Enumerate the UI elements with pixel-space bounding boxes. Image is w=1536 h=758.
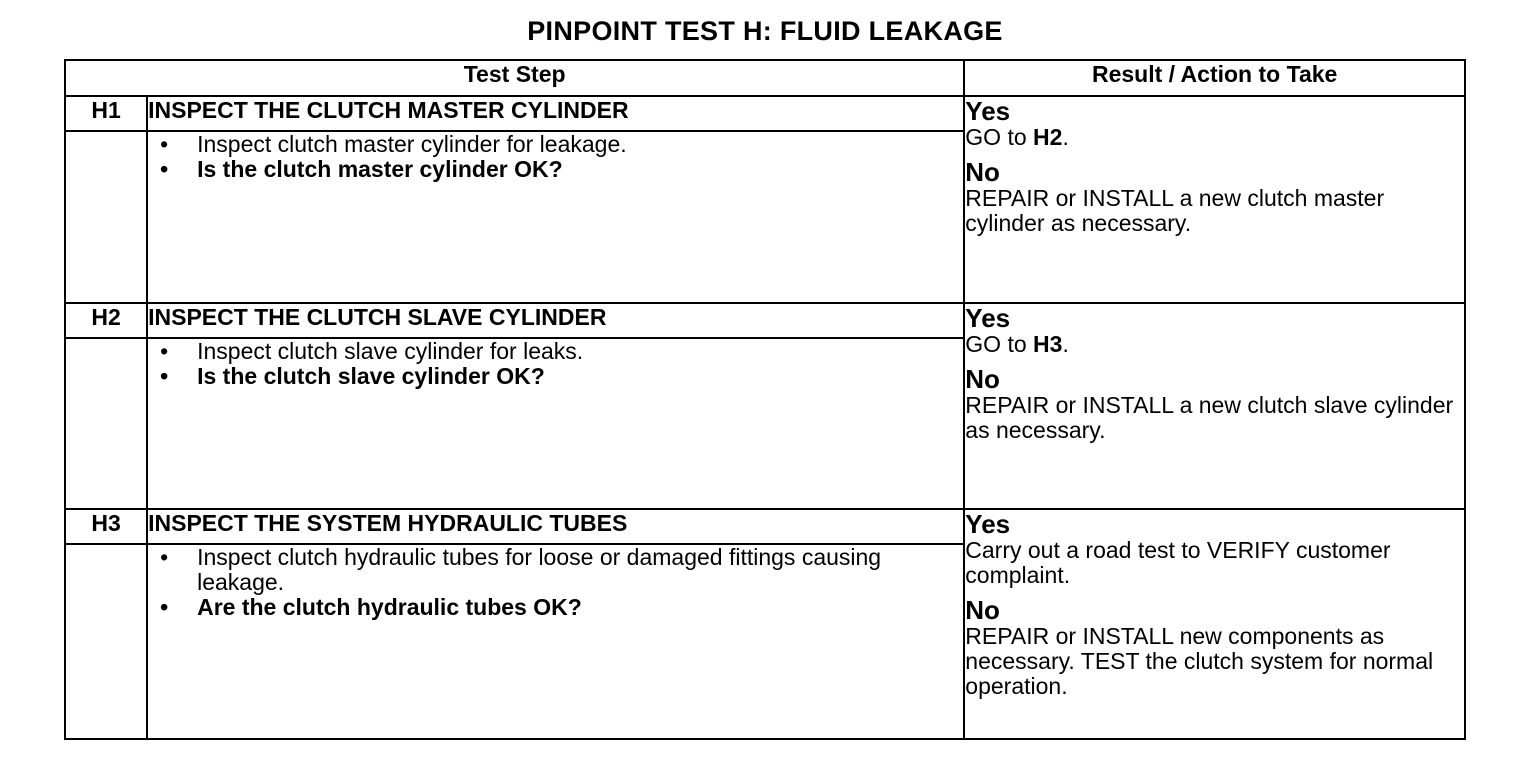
step-h2-id: H2 [65,303,147,338]
step-h1-result [964,96,1465,303]
step-h2-body [147,338,964,509]
step-h1-body [147,131,964,303]
step-h3-no-label: No [965,595,1000,625]
step-h3-title-row [65,509,1465,544]
step-h2-no-label: No [965,364,1000,394]
step-h1-yes-label: Yes [965,96,1011,126]
step-h1-no-text: REPAIR or INSTALL a new clutch master cylinder as necessary. [965,185,1385,236]
step-h3-no-text: REPAIR or INSTALL new components as necessary. TEST the clutch system for normal operation. [965,623,1434,699]
step-h2-yes-text: GO to H3. [965,331,1069,357]
step-h1-instruction: • Inspect clutch master cylinder for leakage. [160,132,963,157]
step-h1-title-row [65,96,1465,131]
page-title: PINPOINT TEST H: FLUID LEAKAGE [527,16,1003,46]
step-h3-id: H3 [65,509,147,544]
step-h1-bullets [148,132,963,182]
step-h1-id: H1 [65,96,147,131]
step-h2-title-row [65,303,1465,338]
step-h3-blank [65,544,147,739]
step-h3-question: • Are the clutch hydraulic tubes OK? [160,595,963,620]
step-h2-no-text: REPAIR or INSTALL a new clutch slave cylinder as necessary. [965,392,1454,443]
pinpoint-test-table [64,59,1466,740]
step-h2-yes-ref: H3 [1033,331,1063,357]
step-h1-title: INSPECT THE CLUTCH MASTER CYLINDER [147,96,964,131]
header-result-action: Result / Action to Take [964,60,1465,96]
step-h1-question: • Is the clutch master cylinder OK? [160,157,963,182]
step-h1-blank [65,131,147,303]
step-h3-result [964,509,1465,739]
step-h2-bullets [148,339,963,389]
step-h2-yes-label: Yes [965,303,1011,333]
step-h3-bullets [148,545,963,620]
table-header-row [65,60,1465,96]
step-h2-instruction: • Inspect clutch slave cylinder for leaks. [160,339,963,364]
step-h1-no-label: No [965,157,1000,187]
step-h3-yes-label: Yes [965,509,1011,539]
step-h3-instruction: • Inspect clutch hydraulic tubes for loose or damaged fittings causing leakage. [160,545,963,595]
step-h2-blank [65,338,147,509]
step-h2-result [964,303,1465,509]
step-h3-body [147,544,964,739]
step-h1-yes-text: GO to H2. [965,124,1069,150]
step-h2-question: • Is the clutch slave cylinder OK? [160,364,963,389]
step-h1-yes-ref: H2 [1033,124,1063,150]
step-h2-title: INSPECT THE CLUTCH SLAVE CYLINDER [147,303,964,338]
step-h3-title: INSPECT THE SYSTEM HYDRAULIC TUBES [147,509,964,544]
step-h3-yes-text: Carry out a road test to VERIFY customer complaint. [965,537,1391,588]
header-test-step: Test Step [65,60,964,96]
